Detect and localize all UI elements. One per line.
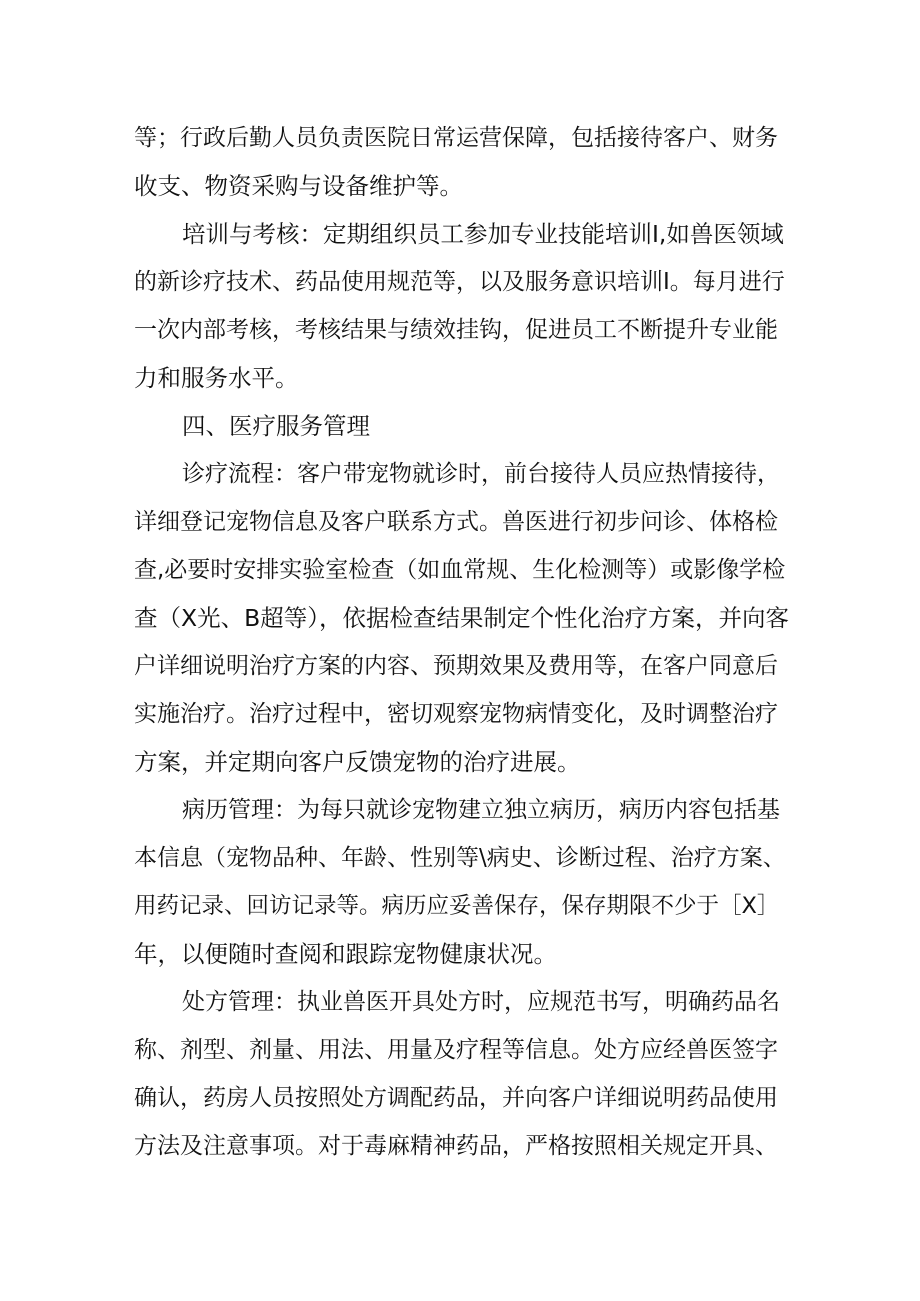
text-line: 年，以便随时查阅和跟踪宠物健康状况。: [134, 940, 557, 968]
text-line: 收支、物资采购与设备维护等。: [134, 172, 463, 200]
text-line: 称、剂型、剂量、用法、用量及疗程等信息。处方应经兽医签字: [134, 1037, 778, 1063]
section-heading: 四、医疗服务管理: [182, 412, 370, 440]
paragraph-start-line: 培训与考核：定期组织员工参加专业技能培训I,如兽医领域: [182, 220, 784, 248]
text-line: 查（X光、B超等），依据检查结果制定个性化治疗方案，并向客: [134, 604, 789, 632]
paragraph-start-line: 处方管理：执业兽医开具处方时，应规范书写，明确药品名: [182, 989, 780, 1015]
paragraph-start-line: 病历管理：为每只就诊宠物建立独立病历，病历内容包括基: [182, 797, 780, 823]
text-line: 方法及注意事项。对于毒麻精神药品，严格按照相关规定开具、: [134, 1133, 778, 1159]
text-line: 详细登记宠物信息及客户联系方式。兽医进行初步问诊、体格检: [134, 509, 778, 535]
text-line: 力和服务水平。: [134, 364, 299, 392]
paragraph-start-line: 诊疗流程：客户带宠物就诊时，前台接待人员应热情接待，: [182, 461, 780, 487]
text-line: 查,必要时安排实验室检查（如血常规、生化检测等）或影像学检: [134, 557, 786, 583]
text-line: 的新诊疗技术、药品使用规范等，以及服务意识培训I。每月进行: [134, 269, 785, 295]
text-line: 实施治疗。治疗过程中，密切观察宠物病情变化，及时调整治疗: [134, 701, 778, 727]
text-line: 本信息（宠物品种、年龄、性别等\病史、诊断过程、治疗方案、: [134, 845, 786, 871]
text-line: 等；行政后勤人员负责医院日常运营保障，包括接待客户、财务: [134, 125, 778, 151]
text-line: 用药记录、回访记录等。病历应妥善保存，保存期限不少于［X］: [134, 893, 780, 919]
text-line: 方案，并定期向客户反馈宠物的治疗进展。: [134, 748, 581, 776]
text-line: 一次内部考核，考核结果与绩效挂钩，促进员工不断提升专业能: [134, 317, 778, 343]
text-line: 确认，药房人员按照处方调配药品，并向客户详细说明药品使用: [134, 1085, 778, 1111]
text-line: 户详细说明治疗方案的内容、预期效果及费用等，在客户同意后: [134, 653, 778, 679]
